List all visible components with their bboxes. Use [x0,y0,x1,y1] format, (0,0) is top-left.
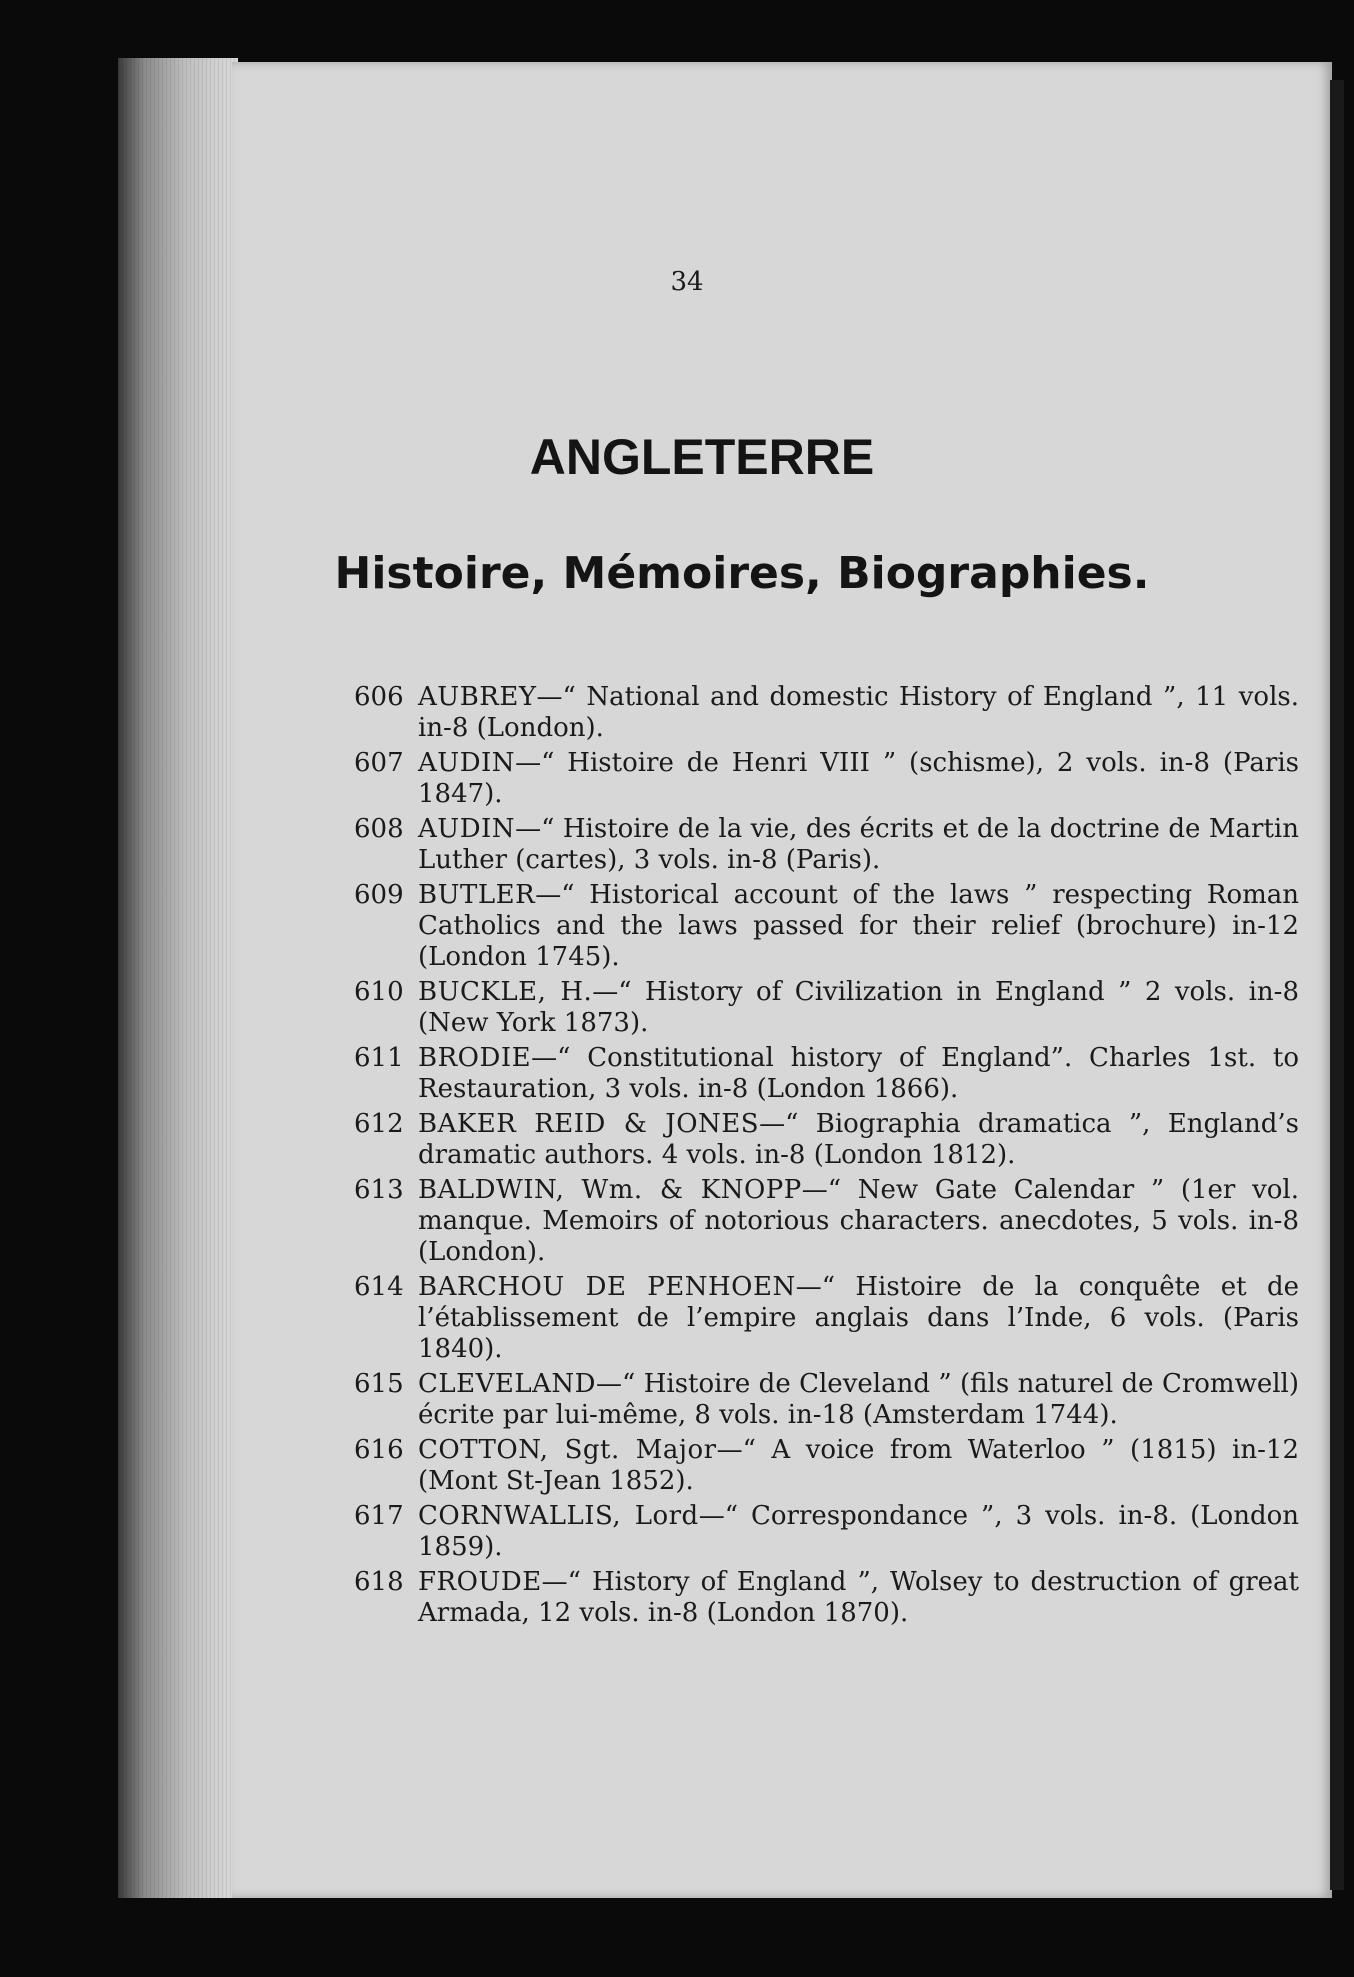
catalogue-entry: 608 AUDIN—“ Histoire de la vie, des écrits et de la doctrine de Martin Luther (cartes), 3 vols. in-8 (Paris). [354,814,1299,875]
entry-description: “ Histoire de la conquête et de l’établissement de l’empire anglais dans l’Inde, 6 vols. (Paris 1840). [418,1272,1299,1364]
catalogue-entry: 615 CLEVELAND—“ Histoire de Cleveland ” (fils naturel de Cromwell) écrite par lui-même, 8 vols. in-18 (Amsterdam 1744). [354,1369,1299,1430]
entry-description: “ Histoire de la vie, des écrits et de la doctrine de Martin Luther (cartes), 3 vols. in-8 (Paris). [418,814,1299,875]
book-page [232,62,1332,1898]
entry-description: “ Biographia dramatica ”, England’s dramatic authors. 4 vols. in-8 (London 1812). [418,1109,1299,1170]
entry-author: CLEVELAND [418,1369,597,1399]
section-subtitle: Histoire, Mémoires, Biographies. [334,548,1150,599]
entry-description: “ Constitutional history of England”. Charles 1st. to Restauration, 3 vols. in-8 (London 1866). [418,1043,1299,1104]
entry-description: “ National and domestic History of England ”, 11 vols. in-8 (London). [418,682,1299,743]
entry-author: BRODIE [418,1043,532,1073]
entry-description: “ Historical account of the laws ” respecting Roman Catholics and the laws passed for their relief (brochure) in-12 (London 1745). [418,880,1299,972]
entry-number: 614 [354,1272,404,1302]
page-right-shadow [1330,80,1344,1890]
entry-description: “ Histoire de Henri VIII ” (schisme), 2 vols. in-8 (Paris 1847). [418,748,1299,809]
catalogue-entry: 616 COTTON, Sgt. Major—“ A voice from Waterloo ” (1815) in-12 (Mont St-Jean 1852). [354,1435,1299,1496]
entry-number: 611 [354,1043,404,1073]
entry-author: FROUDE [418,1567,542,1597]
entry-number: 608 [354,814,404,844]
catalogue-entry: 618 FROUDE—“ History of England ”, Wolsey to destruction of great Armada, 12 vols. in-8 (London 1870). [354,1567,1299,1628]
entry-number: 617 [354,1501,404,1531]
entry-description: “ Histoire de Cleveland ” (fils naturel de Cromwell) écrite par lui-même, 8 vols. in-18 (Amsterdam 1744). [418,1369,1299,1430]
entry-author: COTTON, Sgt. Major [418,1435,717,1465]
entry-author: BAKER REID & JONES [418,1109,760,1139]
entry-number: 618 [354,1567,404,1597]
entry-author: AUBREY [418,682,537,712]
entry-author: BARCHOU DE PENHOEN [418,1272,796,1302]
page-number: 34 [670,267,704,297]
catalogue-entry: 614 BARCHOU DE PENHOEN—“ Histoire de la conquête et de l’établissement de l’empire anglais dans l’Inde, 6 vols. (Paris 1840). [354,1272,1299,1364]
page-title: ANGLETERRE [529,429,875,485]
catalogue-entry: 611 BRODIE—“ Constitutional history of England”. Charles 1st. to Restauration, 3 vols. in-8 (London 1866). [354,1043,1299,1104]
entry-description: “ Correspondance ”, 3 vols. in-8. (London 1859). [418,1501,1299,1562]
entry-number: 606 [354,682,404,712]
entry-number: 612 [354,1109,404,1139]
entry-author: BUTLER [418,880,536,910]
catalogue-entry: 612 BAKER REID & JONES—“ Biographia dramatica ”, England’s dramatic authors. 4 vols. in-8 (London 1812). [354,1109,1299,1170]
entry-description: “ History of Civilization in England ” 2 vols. in-8 (New York 1873). [418,977,1299,1038]
catalogue-entries [354,682,1299,1633]
book-page-edges [118,58,238,1898]
entry-description: “ New Gate Calendar ” (1er vol. manque. Memoirs of notorious characters. anecdotes, 5 vols. in-8 (London). [418,1175,1299,1267]
catalogue-entry: 609 BUTLER—“ Historical account of the laws ” respecting Roman Catholics and the laws passed for their relief (brochure) in-12 (London 1745). [354,880,1299,972]
entry-author: AUDIN [418,814,516,844]
entry-number: 613 [354,1175,404,1205]
entry-number: 607 [354,748,404,778]
entry-number: 609 [354,880,404,910]
entry-author: BALDWIN, Wm. & KNOPP [418,1175,802,1205]
entry-author: CORNWALLIS, Lord [418,1501,699,1531]
catalogue-entry: 606 AUBREY—“ National and domestic History of England ”, 11 vols. in-8 (London). [354,682,1299,743]
entry-number: 616 [354,1435,404,1465]
entry-author: AUDIN [418,748,516,778]
catalogue-entry: 610 BUCKLE, H.—“ History of Civilization in England ” 2 vols. in-8 (New York 1873). [354,977,1299,1038]
catalogue-entry: 607 AUDIN—“ Histoire de Henri VIII ” (schisme), 2 vols. in-8 (Paris 1847). [354,748,1299,809]
catalogue-entry: 613 BALDWIN, Wm. & KNOPP—“ New Gate Calendar ” (1er vol. manque. Memoirs of notorious characters. anecdotes, 5 vols. in-8 (London). [354,1175,1299,1267]
entry-description: “ A voice from Waterloo ” (1815) in-12 (Mont St-Jean 1852). [418,1435,1299,1496]
entry-author: BUCKLE, H. [418,977,593,1007]
entry-number: 610 [354,977,404,1007]
entry-number: 615 [354,1369,404,1399]
catalogue-entry: 617 CORNWALLIS, Lord—“ Correspondance ”, 3 vols. in-8. (London 1859). [354,1501,1299,1562]
entry-description: “ History of England ”, Wolsey to destruction of great Armada, 12 vols. in-8 (London 1870). [418,1567,1299,1628]
